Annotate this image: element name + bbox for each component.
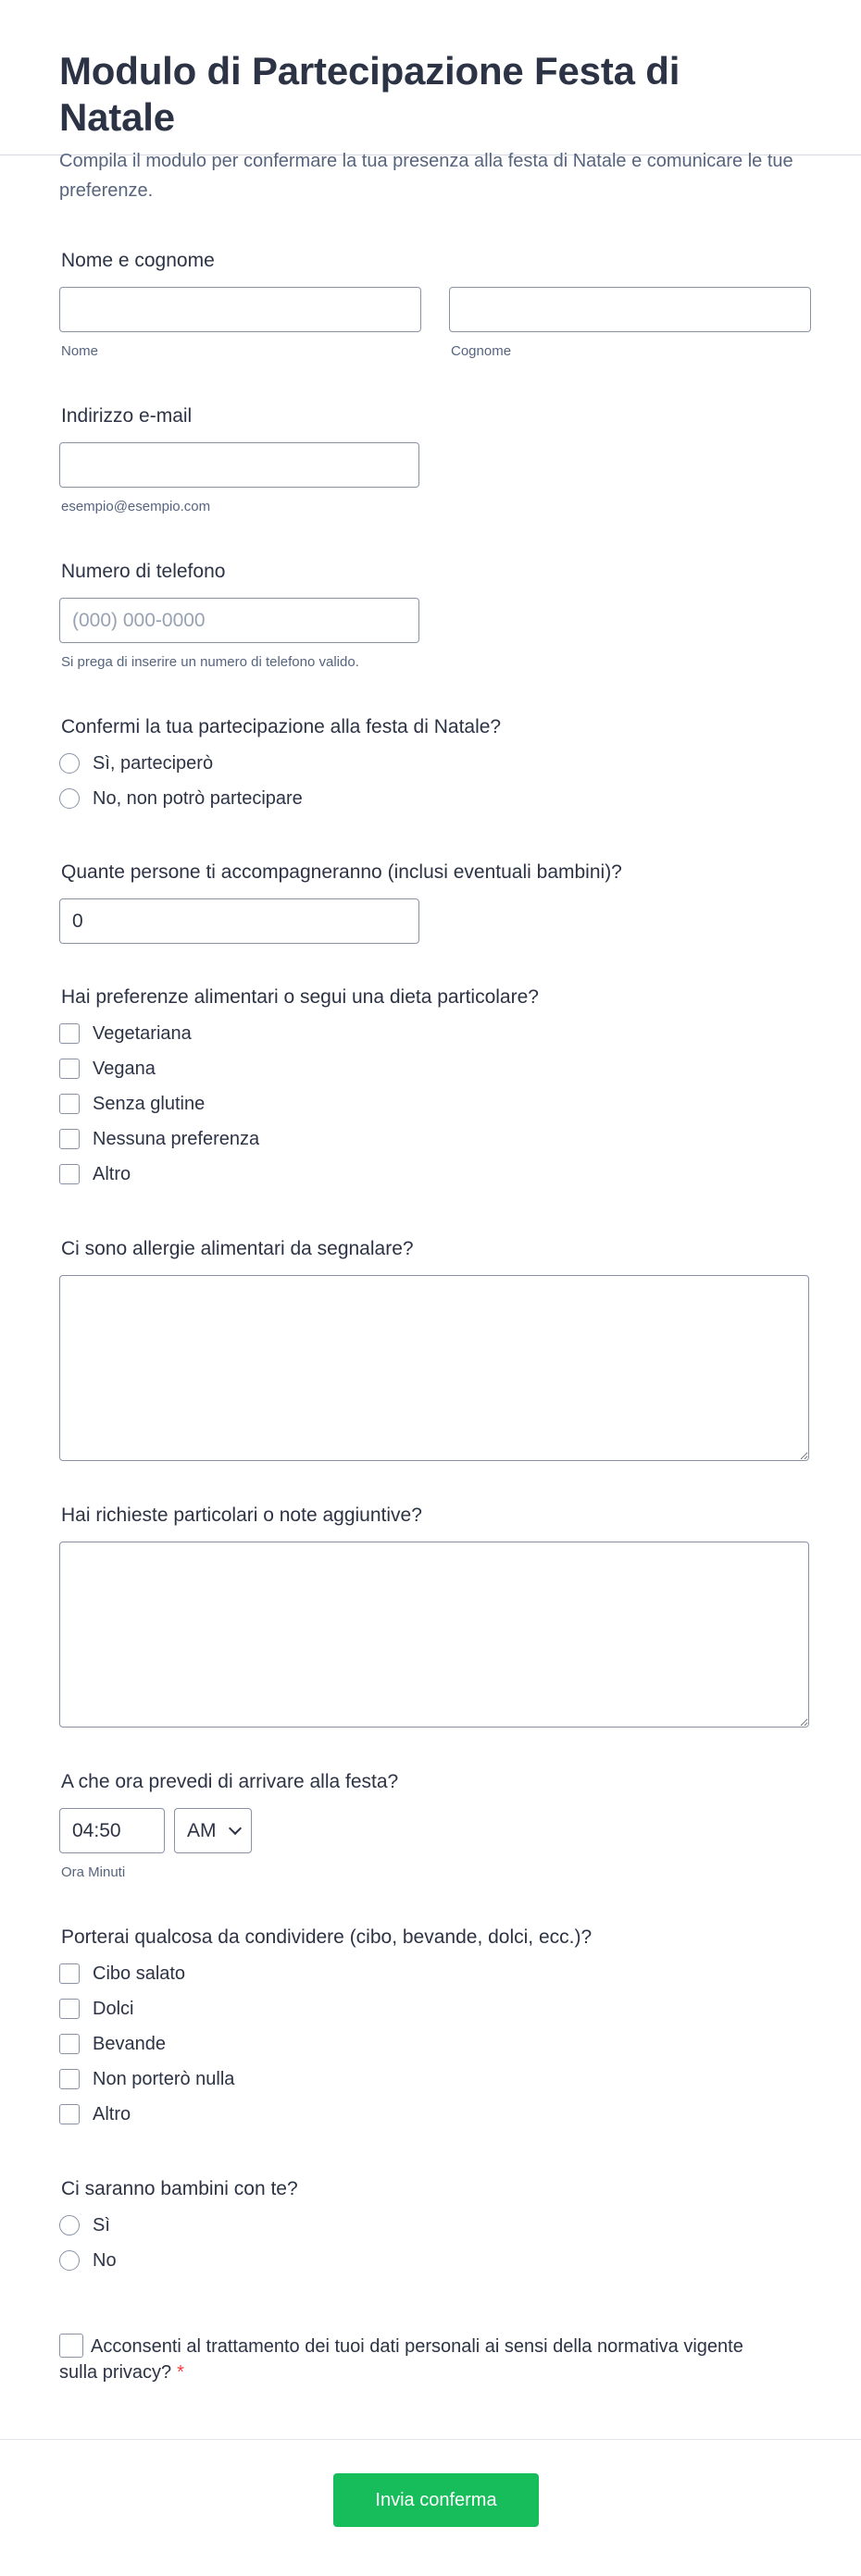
diet-option[interactable] — [59, 1086, 539, 1121]
attendance-option-no[interactable] — [59, 781, 501, 816]
last-name-sublabel: Cognome — [451, 343, 512, 359]
children-label: Ci saranno bambini con te? — [61, 2178, 298, 2199]
phone-input[interactable] — [59, 598, 419, 643]
checkbox[interactable] — [59, 1023, 80, 1044]
checkbox[interactable] — [59, 1059, 80, 1079]
checkbox[interactable] — [59, 2069, 80, 2089]
checkbox[interactable] — [59, 1164, 80, 1184]
diet-option[interactable] — [59, 1157, 539, 1192]
email-sublabel: esempio@esempio.com — [61, 499, 211, 514]
option-label: No — [93, 2249, 117, 2271]
first-name-sublabel: Nome — [61, 343, 99, 359]
form-subtitle: Compila il modulo per confermare la tua presenza alla festa di Natale e comunicare le tue preferenze. — [59, 151, 793, 201]
form-footer — [0, 2439, 861, 2576]
option-label: Altro — [93, 1163, 131, 1184]
full-name-question — [59, 248, 811, 359]
radio-button[interactable] — [59, 2215, 80, 2235]
form-header — [0, 0, 861, 201]
diet-option[interactable] — [59, 1121, 539, 1157]
phone-question — [59, 559, 419, 670]
allergies-question — [59, 1236, 809, 1461]
children-option-no[interactable] — [59, 2243, 298, 2278]
bring-option[interactable] — [59, 1956, 592, 1991]
phone-label: Numero di telefono — [61, 561, 226, 582]
arrival-time-question — [59, 1769, 398, 1880]
full-name-label: Nome e cognome — [61, 250, 215, 271]
option-label: Sì, parteciperò — [93, 752, 214, 774]
form-title: Modulo di Partecipazione Festa di Natale — [59, 49, 680, 139]
email-label: Indirizzo e-mail — [61, 405, 193, 427]
children-option-yes[interactable] — [59, 2208, 298, 2243]
radio-button[interactable] — [59, 753, 80, 774]
consent-checkbox[interactable] — [59, 2334, 83, 2358]
consent-question — [59, 2334, 763, 2385]
email-question — [59, 403, 419, 514]
bring-option[interactable] — [59, 2062, 592, 2097]
option-label: Dolci — [93, 1998, 134, 2019]
bring-option[interactable] — [59, 1991, 592, 2026]
diet-question — [59, 985, 539, 1192]
option-label: Non porterò nulla — [93, 2068, 235, 2089]
first-name-input[interactable] — [59, 287, 421, 332]
checkbox[interactable] — [59, 1999, 80, 2019]
notes-textarea[interactable] — [59, 1542, 809, 1728]
option-label: Bevande — [93, 2033, 166, 2054]
checkbox[interactable] — [59, 1963, 80, 1984]
bring-option[interactable] — [59, 2097, 592, 2132]
diet-option[interactable] — [59, 1051, 539, 1086]
option-label: Vegetariana — [93, 1022, 192, 1044]
ampm-select[interactable] — [174, 1808, 252, 1853]
diet-label: Hai preferenze alimentari o segui una dieta particolare? — [61, 986, 539, 1008]
bring-label: Porterai qualcosa da condividere (cibo, bevande, dolci, ecc.)? — [61, 1926, 593, 1948]
guests-input[interactable] — [59, 898, 419, 944]
guests-question — [59, 860, 622, 944]
diet-option[interactable] — [59, 1016, 539, 1051]
email-input[interactable] — [59, 442, 419, 488]
consent-text: Acconsenti al trattamento dei tuoi dati personali ai sensi della normativa vigente sulla privacy? — [59, 2336, 743, 2383]
chevron-down-icon — [229, 1822, 242, 1835]
option-label: Sì — [93, 2214, 110, 2235]
checkbox[interactable] — [59, 2034, 80, 2054]
arrival-time-label: A che ora prevedi di arrivare alla festa? — [61, 1771, 399, 1792]
bring-question — [59, 1925, 592, 2132]
submit-button[interactable]: Invia conferma — [333, 2473, 539, 2527]
option-label: Senza glutine — [93, 1093, 206, 1114]
bring-option[interactable] — [59, 2026, 592, 2062]
notes-question — [59, 1503, 809, 1728]
option-label: No, non potrò partecipare — [93, 787, 303, 809]
guests-label: Quante persone ti accompagneranno (inclusi eventuali bambini)? — [61, 861, 622, 883]
attendance-option-yes[interactable] — [59, 746, 501, 781]
radio-button[interactable] — [59, 2250, 80, 2271]
option-label: Altro — [93, 2103, 131, 2124]
phone-sublabel: Si prega di inserire un numero di telefono valido. — [61, 654, 359, 670]
last-name-input[interactable] — [449, 287, 811, 332]
allergies-textarea[interactable] — [59, 1275, 809, 1461]
option-label: Vegana — [93, 1058, 156, 1079]
time-sublabel: Ora Minuti — [61, 1864, 126, 1880]
time-input[interactable] — [59, 1808, 165, 1853]
ampm-value: AM — [187, 1819, 217, 1841]
children-question — [59, 2176, 298, 2278]
option-label: Cibo salato — [93, 1963, 186, 1984]
notes-label: Hai richieste particolari o note aggiuntive? — [61, 1505, 422, 1526]
allergies-label: Ci sono allergie alimentari da segnalare? — [61, 1238, 414, 1259]
attendance-question — [59, 714, 501, 816]
checkbox[interactable] — [59, 2104, 80, 2124]
required-mark: * — [177, 2362, 184, 2383]
checkbox[interactable] — [59, 1094, 80, 1114]
checkbox[interactable] — [59, 1129, 80, 1149]
option-label: Nessuna preferenza — [93, 1128, 260, 1149]
attendance-label: Confermi la tua partecipazione alla festa di Natale? — [61, 716, 502, 737]
radio-button[interactable] — [59, 788, 80, 809]
